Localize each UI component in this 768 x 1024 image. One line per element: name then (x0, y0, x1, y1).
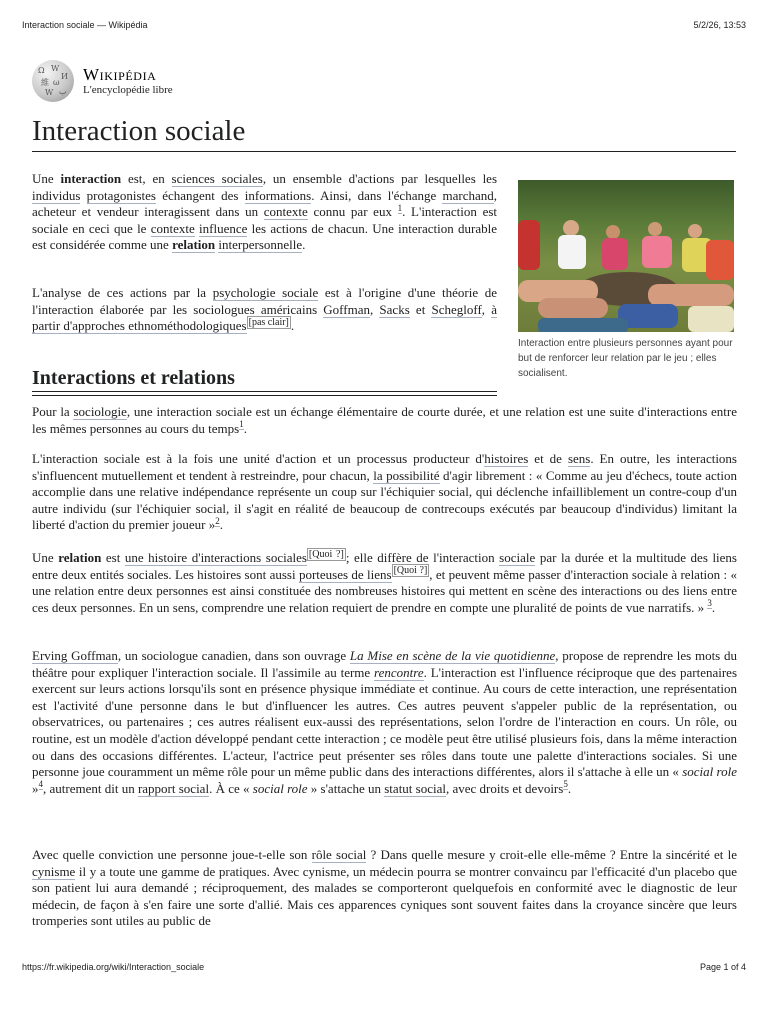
ref-4[interactable]: 4 (38, 779, 43, 790)
paragraph-relation: Une relation est une histoire d'interactions sociales [Quoi ?] ; elle diffère de l'interaction sociale par la durée et la multitude des liens entre deux entités sociales. Les histoires sont aussi porteuses de liens [Quoi ?] , et peuvent même passer d'interaction sociale à relation : « une relation entre deux personnes est ainsi constituée des nombreuses histoires qui mettent en scène des interactions ou des liens entre ces deux personnes. En un sens, comprendre une relation requiert de prendre en compte une pluralité de points de vue narratifs. » $^3$. (32, 548, 737, 615)
note-pas-clair[interactable]: [pas clair] (248, 316, 289, 328)
page-title: Interaction sociale (32, 113, 736, 152)
ref-1[interactable]: 1 (397, 202, 403, 213)
link-histoires[interactable]: histoires (484, 451, 529, 466)
section-heading-interactions: Interactions et relations (32, 365, 497, 392)
link-interpersonnelle[interactable]: interpersonnelle (218, 237, 303, 253)
paragraph-conviction: Avec quelle conviction une personne joue-t-elle son rôle social ? Dans quelle mesure y croit-elle elle-même ? Entre la sincérité et le cynisme il y a toute une gamme de pratiques. Avec cynisme, un médecin pourra se montrer convaincu par l'efficacité d'un placebo que son patient lui aura demandé ; réciproquement, des malades se comporteront quelquefois en conformité avec le diagnostic de leur médecin, de façon à s'en faire une sorte d'allié. Mais ces apparences cyniques sont souvent faites dans la croyance sincère que leurs tromperies sont utiles au public de (32, 847, 737, 929)
wikipedia-logo[interactable] (32, 60, 173, 102)
link-protagonistes[interactable]: protagonistes (86, 187, 156, 203)
link-psychologie-sociale[interactable]: psychologie sociale (212, 285, 319, 300)
wikipedia-globe-icon: Ω W И 維 ω W ب (32, 60, 74, 102)
link-histoire-interactions[interactable]: une histoire d'interactions sociales (124, 550, 307, 565)
paragraph-unite-action: L'interaction sociale est à la fois une unité d'action et un processus producteur d'histoires et de sens. En outre, les interactions s'influencent mutuellement et tendent à restreindre, pour chacun, la possibilité d'agir librement : « Comme au jeu d'échecs, toute action accomplie dans une relative indépendance représente un coup sur l'échiquier social, qui déclenche infailliblement un contre-coup d'un autre individu (sur l'échiquier social, il s'agit en réalité de beaucoup de contrecoups exécutés par beaucoup d'individus) limitant la liberté d'action du premier joueur »$^2$. (32, 451, 737, 533)
note-quoi-2[interactable]: [Quoi ?] (393, 565, 428, 577)
link-erving-goffman[interactable]: Erving Goffman (32, 648, 118, 663)
link-mise-en-scene[interactable]: La Mise en scène de la vie quotidienne (349, 648, 556, 663)
paragraph-analyse: L'analyse de ces actions par la psychologie sociale est à l'origine d'une théorie de l'interaction élaborée par les sociologues américains Goffman, Sacks et Schegloff, à partir d'approches ethnométhodologiques [pas clair] . (32, 285, 498, 334)
link-sociologie[interactable]: sociologie (73, 404, 127, 419)
print-datetime: 5/2/26, 13:53 (693, 20, 746, 30)
link-role-social[interactable]: rôle social (311, 847, 367, 862)
figure-thumbnail (518, 180, 734, 381)
paragraph-sociologie: Pour la sociologie, une interaction sociale est un échange élémentaire de courte durée, et une relation est une suite d'interactions entre les mêmes personnes au cours du temps$^1$. (32, 404, 737, 436)
print-url: https://fr.wikipedia.org/wiki/Interaction_sociale (22, 962, 205, 972)
wikipedia-wordmark: Wikipédia (83, 64, 157, 84)
link-sciences-sociales[interactable]: sciences sociales (171, 171, 263, 186)
link-contexte-2[interactable]: contexte (150, 220, 195, 236)
link-cynisme[interactable]: cynisme (32, 863, 76, 879)
link-sociale[interactable]: sociale (499, 550, 536, 565)
link-rapport-social[interactable]: rapport social (137, 780, 210, 796)
ref-3[interactable]: 3 (707, 598, 712, 609)
ref-1b[interactable]: 1 (239, 419, 244, 430)
link-goffman[interactable]: Goffman (323, 301, 370, 317)
link-sens[interactable]: sens (567, 451, 591, 466)
wikipedia-tagline: L'encyclopédie libre (83, 83, 173, 96)
photo-people-circle[interactable] (518, 180, 734, 332)
paragraph-goffman: Erving Goffman, un sociologue canadien, dans son ouvrage La Mise en scène de la vie quotidienne, propose de reprendre les mots du théâtre pour expliquer l'interaction sociale. Il l'assimile au terme rencontre. L'interaction est l'influence réciproque que des partenaires exercent sur leurs actions lorsqu'ils sont en présence physique immédiate et continue. Au cours de cette interaction, une représentation est l'activité d'une personne dans le but d'influencer les autres. Ces autres peuvent s'appeler public de la représentation, ou observatrices, ou partenaires ; ces autres réalisent eux-aussi des représentations, selon l'ordre de l'interaction en cours. Un rôle, ou routine, est un modèle d'action développé pendant cette interaction ; ce modèle peut être utilisé plusieurs fois, dans la même interaction ou dans des occasions différentes. L'acteur, l'actrice peut présenter ses rôles dans toute une palette d'interactions sociales. Si une personne joue couramment un même rôle pour un même public dans des interactions différentes, alors il s'attache à elle un « social role »$^4$, autrement dit un rapport social. À ce « social role » s'attache un statut social, avec droits et devoirs$^5$. (32, 648, 738, 796)
print-footer (22, 962, 746, 972)
figure-caption: Interaction entre plusieurs personnes ayant pour but de renforcer leur relation par le jeu ; elles socialisent. (518, 338, 733, 379)
link-individus[interactable]: individus (32, 187, 81, 203)
link-schegloff[interactable]: Schegloff (431, 301, 482, 317)
link-ethnomethodologie[interactable]: à partir d'approches ethnométhodologiques (32, 301, 497, 334)
link-statut-social[interactable]: statut social (384, 780, 446, 796)
link-possibilite[interactable]: la possibilité (373, 467, 440, 483)
link-contexte[interactable]: contexte (263, 204, 308, 220)
link-sacks[interactable]: Sacks (379, 301, 410, 317)
print-page-number: Page 1 of 4 (699, 962, 746, 972)
link-porteuses-de-liens[interactable]: porteuses de liens (298, 566, 392, 582)
print-title: Interaction sociale — Wikipédia (22, 20, 148, 30)
link-informations[interactable]: informations (244, 187, 312, 203)
note-quoi-1[interactable]: [Quoi ?] (308, 548, 344, 560)
link-influence[interactable]: influence (199, 220, 248, 236)
ref-5[interactable]: 5 (563, 779, 568, 790)
ref-2[interactable]: 2 (215, 516, 220, 527)
link-marchand[interactable]: marchand (442, 187, 494, 203)
link-relation[interactable]: relation (172, 237, 216, 253)
link-rencontre[interactable]: rencontre (374, 664, 424, 680)
print-header (22, 20, 746, 30)
paragraph-intro: Une interaction est, en sciences sociales, un ensemble d'actions par lesquelles les individus protagonistes échangent des informations. Ainsi, dans l'échange marchand, acheteur et vendeur interagissent dans un contexte connu par eux $^1$. L'interaction est sociale en ceci que le contexte influence les actions de chacun. Une interaction durable est considérée comme une relation interpersonnelle. (32, 171, 498, 253)
